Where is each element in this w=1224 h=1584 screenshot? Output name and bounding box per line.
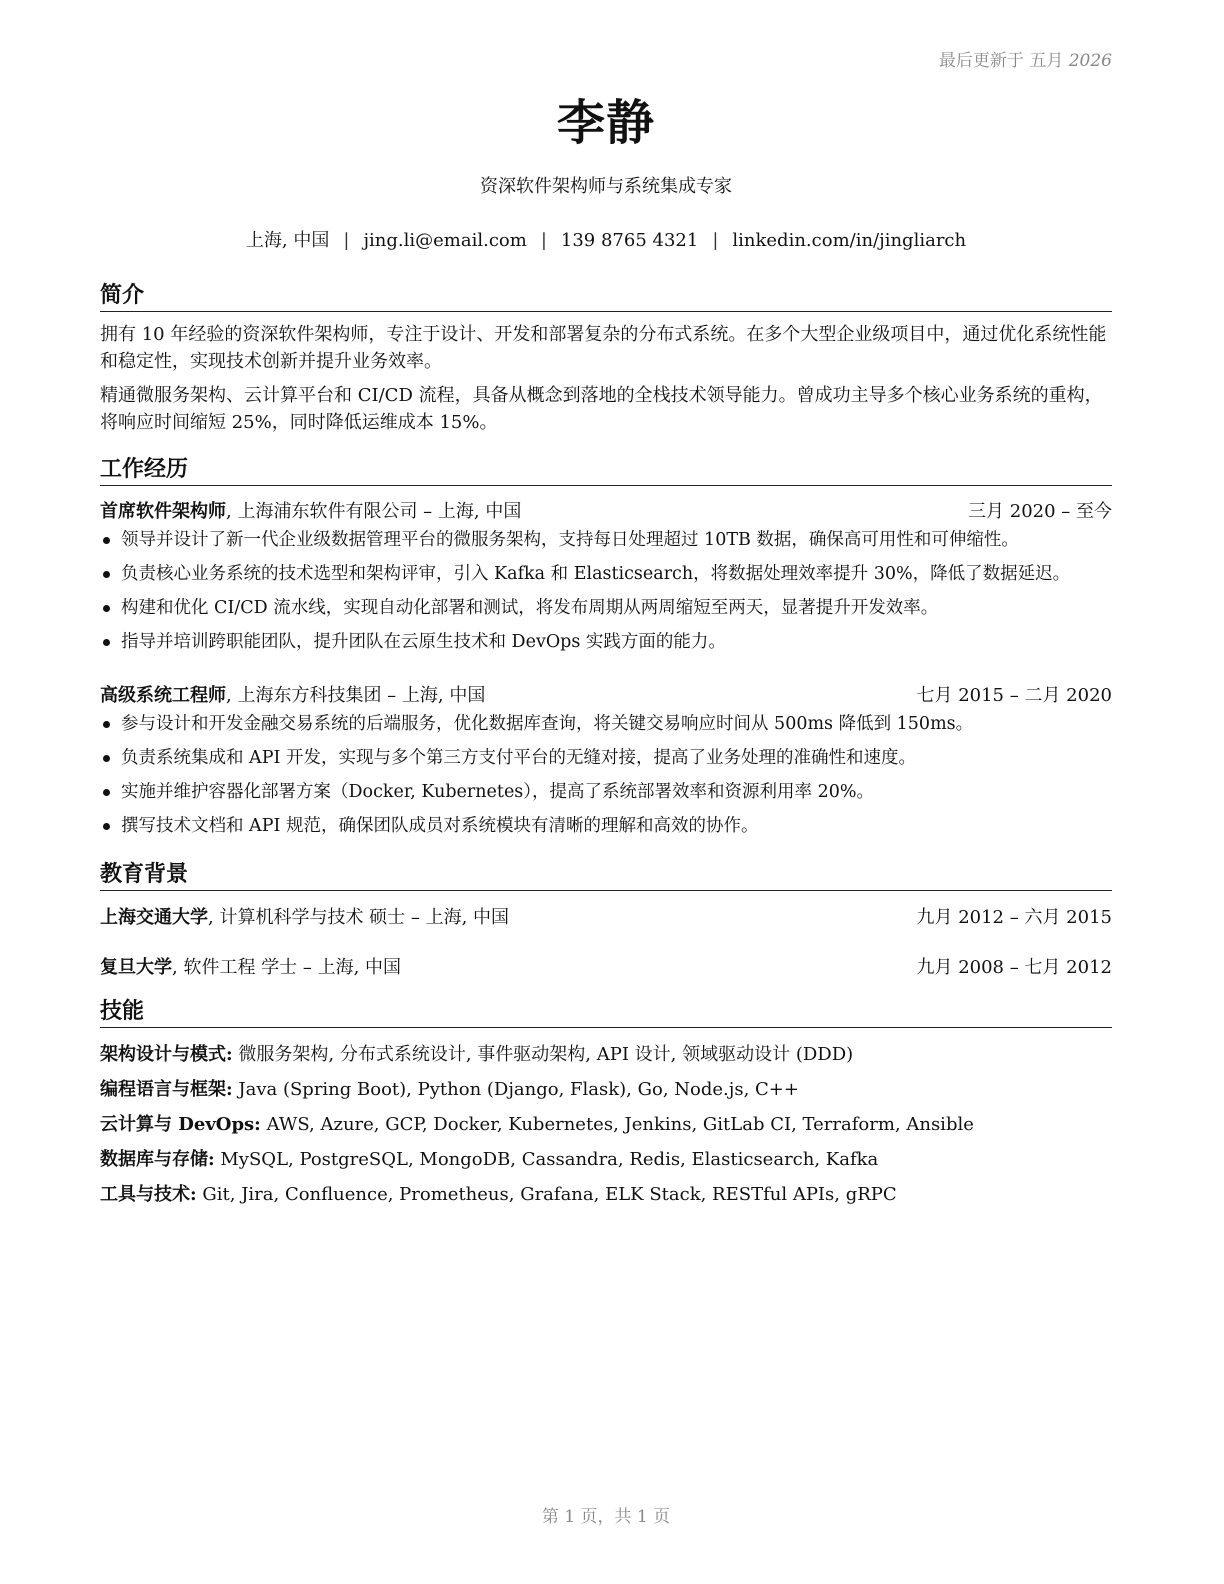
contact-phone: 139 8765 4321 <box>560 230 699 251</box>
skill-label: 架构设计与模式: <box>100 1044 233 1065</box>
skill-value: AWS, Azure, GCP, Docker, Kubernetes, Jenkins, GitLab CI, Terraform, Ansible <box>260 1114 974 1135</box>
education-title-line <box>100 903 509 929</box>
summary-paragraph: 精通微服务架构、云计算平台和 CI/CD 流程，具备从概念到落地的全栈技术领导能力。曾成功主导多个核心业务系统的重构，将响应时间缩短 25%，同时降低运维成本 15%。 <box>100 385 1103 433</box>
contact-separator: | <box>540 230 547 251</box>
contact-linkedin-link[interactable]: linkedin.com/in/jingliarch <box>732 230 967 251</box>
education-detail: , 软件工程 学士 – 上海, 中国 <box>172 957 402 978</box>
job-bullet: 负责系统集成和 API 开发，实现与多个第三方支付平台的无缝对接，提高了业务处理的准确性和速度。 <box>100 744 1120 778</box>
job-org: , 上海浦东软件有限公司 – 上海, 中国 <box>226 501 522 522</box>
job-title-line <box>100 681 485 707</box>
contact-line <box>100 226 1112 252</box>
education-entry <box>100 903 1112 929</box>
job-bullet: 参与设计和开发金融交易系统的后端服务，优化数据库查询，将关键交易响应时间从 500ms 降低到 150ms。 <box>100 710 1120 744</box>
job-bullet: 实施并维护容器化部署方案（Docker, Kubernetes），提高了系统部署效率和资源利用率 20%。 <box>100 778 1120 812</box>
job-bullet: 负责核心业务系统的技术选型和架构评审，引入 Kafka 和 Elasticsearch，将数据处理效率提升 30%，降低了数据延迟。 <box>100 560 1120 594</box>
education-detail: , 计算机科学与技术 硕士 – 上海, 中国 <box>208 907 510 928</box>
resume-page <box>100 0 1112 1584</box>
job-org: , 上海东方科技集团 – 上海, 中国 <box>226 685 486 706</box>
job-bullet: 构建和优化 CI/CD 流水线，实现自动化部署和测试，将发布周期从两周缩短至两天，显著提升开发效率。 <box>100 594 1120 628</box>
job-bullet: 撰写技术文档和 API 规范，确保团队成员对系统模块有清晰的理解和高效的协作。 <box>100 812 1120 846</box>
job-title-line <box>100 497 521 523</box>
candidate-headline: 资深软件架构师与系统集成专家 <box>480 176 732 197</box>
job-dates: 七月 2015 – 二月 2020 <box>916 685 1112 706</box>
skill-line <box>100 1075 1112 1101</box>
skill-line <box>100 1180 1112 1206</box>
job-header <box>100 497 1112 523</box>
job-header <box>100 681 1112 707</box>
education-dates: 九月 2008 – 七月 2012 <box>916 957 1112 978</box>
section-title-education: 教育背景 <box>100 857 1112 891</box>
contact-separator: | <box>712 230 719 251</box>
skill-value: Java (Spring Boot), Python (Django, Flask), Go, Node.js, C++ <box>232 1079 799 1100</box>
skill-label: 工具与技术: <box>100 1184 197 1205</box>
section-title-summary: 简介 <box>100 278 1112 312</box>
skill-label: 编程语言与框架: <box>100 1079 233 1100</box>
skill-value: Git, Jira, Confluence, Prometheus, Grafana, ELK Stack, RESTful APIs, gRPC <box>196 1184 897 1205</box>
last-updated <box>939 46 1112 71</box>
summary-paragraph: 拥有 10 年经验的资深软件架构师，专注于设计、开发和部署复杂的分布式系统。在多个大型企业级项目中，通过优化系统性能和稳定性，实现技术创新并提升业务效率。 <box>100 324 1107 372</box>
last-updated-label: 最后更新于 五月 <box>938 51 1064 71</box>
job-bullet: 指导并培训跨职能团队，提升团队在云原生技术和 DevOps 实践方面的能力。 <box>100 628 1120 662</box>
section-title-experience: 工作经历 <box>100 452 1112 486</box>
education-school: 复旦大学 <box>100 957 172 978</box>
page-number: 第 1 页，共 1 页 <box>541 1507 671 1527</box>
section-title-skills: 技能 <box>100 994 1112 1028</box>
candidate-name: 李静 <box>556 95 655 151</box>
job-role: 首席软件架构师 <box>100 501 226 522</box>
education-entry <box>100 953 1112 979</box>
job-dates: 三月 2020 – 至今 <box>968 501 1112 522</box>
education-dates: 九月 2012 – 六月 2015 <box>916 907 1112 928</box>
job-role: 高级系统工程师 <box>100 685 226 706</box>
skill-value: 微服务架构, 分布式系统设计, 事件驱动架构, API 设计, 领域驱动设计 (DDD) <box>232 1044 854 1065</box>
skill-label: 数据库与存储: <box>100 1149 215 1170</box>
skill-line <box>100 1040 1112 1066</box>
skill-value: MySQL, PostgreSQL, MongoDB, Cassandra, Redis, Elasticsearch, Kafka <box>214 1149 879 1170</box>
job-bullet-list <box>100 710 1120 846</box>
last-updated-year: 2026 <box>1068 51 1112 71</box>
skill-label: 云计算与 DevOps: <box>100 1114 261 1135</box>
contact-separator: | <box>343 230 350 251</box>
contact-location: 上海, 中国 <box>245 230 330 251</box>
skill-line <box>100 1145 1112 1171</box>
job-bullet-list <box>100 526 1120 662</box>
job-bullet: 领导并设计了新一代企业级数据管理平台的微服务架构，支持每日处理超过 10TB 数据，确保高可用性和可伸缩性。 <box>100 526 1120 560</box>
education-title-line <box>100 953 401 979</box>
skill-line <box>100 1110 1112 1136</box>
contact-email-link[interactable]: jing.li@email.com <box>363 230 527 251</box>
education-school: 上海交通大学 <box>100 907 208 928</box>
